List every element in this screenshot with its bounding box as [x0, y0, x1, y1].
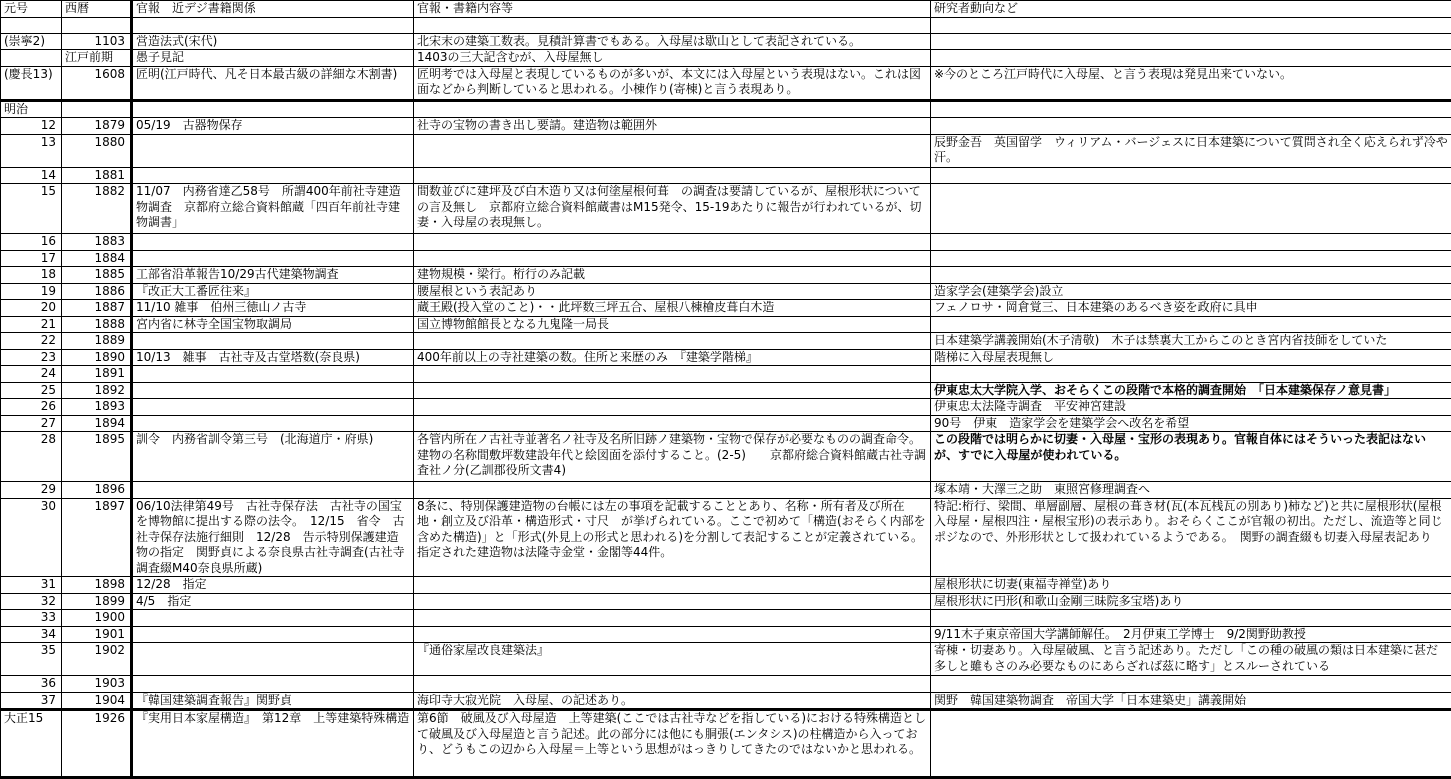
table-cell: 1900: [62, 610, 132, 627]
table-cell: 1879: [62, 118, 132, 135]
header-row: [1, 1, 1451, 18]
table-cell: 17: [1, 250, 62, 267]
col-header-content: 官報・書籍内容等: [414, 1, 931, 18]
table-cell: 1897: [62, 498, 132, 577]
table-cell: 1893: [62, 399, 132, 416]
table-cell: [414, 399, 931, 416]
table-row: [1, 300, 1451, 317]
table-row: [1, 17, 1451, 33]
table-cell: [931, 234, 1451, 251]
table-cell: [931, 118, 1451, 135]
table-cell: [1, 17, 62, 33]
col-header-gazette: 官報 近デジ書籍関係: [132, 1, 414, 18]
table-cell: 25: [1, 382, 62, 399]
table-cell: 訓令 内務省訓令第三号 (北海道庁・府県): [132, 432, 414, 482]
table-cell: 1892: [62, 382, 132, 399]
table-row: [1, 33, 1451, 50]
table-cell: [414, 134, 931, 167]
col-header-year: 西暦: [62, 1, 132, 18]
table-cell: 400年前以上の寺社建築の数。住所と来歴のみ 『建築学階梯』: [414, 349, 931, 366]
table-cell: 間数並びに建坪及び白木造り又は何塗屋根何葺 の調査は要請しているが、屋根形状についての言及無し 京都府立総合資料館蔵書はM15発令、15-19あたりに報告が行われているが、切妻・入母屋の表現無し。: [414, 184, 931, 234]
table-cell: 20: [1, 300, 62, 317]
table-cell: [132, 366, 414, 383]
table-cell: [62, 100, 132, 118]
table-cell: 匠明考では入母屋と表現しているものが多いが、本文には入母屋という表現はない。これは図面などから判断していると思われる。小棟作り(寄棟)と言う表現あり。: [414, 66, 931, 100]
table-cell: 1884: [62, 250, 132, 267]
table-cell: 関野 韓国建築物調査 帝国大学「日本建築史」講義開始: [931, 692, 1451, 710]
table-cell: [931, 167, 1451, 184]
table-cell: 16: [1, 234, 62, 251]
table-cell: ※今のところ江戸時代に入母屋、と言う表現は発見出来ていない。: [931, 66, 1451, 100]
table-cell: 塚本靖・大澤三之助 東照宮修理調査へ: [931, 482, 1451, 499]
table-cell: [132, 399, 414, 416]
table-cell: 12/28 指定: [132, 577, 414, 594]
table-cell: [132, 234, 414, 251]
table-cell: 29: [1, 482, 62, 499]
table-row: [1, 100, 1451, 118]
table-cell: 1898: [62, 577, 132, 594]
table-cell: 特記:桁行、梁間、単層副層、屋根の葺き材(瓦(本瓦桟瓦の別あり)柿など)と共に屋根形状(屋根入母屋・屋根四注・屋根宝形)の表示あり。おそらくここが官報の初出。ただし、流造等と同じポジなので、外形形状として扱われているようである。 関野の調査綴も切妻入母屋表記あり: [931, 498, 1451, 577]
table-cell: [132, 382, 414, 399]
table-cell: [132, 333, 414, 350]
table-cell: [414, 17, 931, 33]
table-cell: [132, 626, 414, 643]
table-cell: 26: [1, 399, 62, 416]
table-cell: [132, 250, 414, 267]
table-cell: 宮内省に林寺全国宝物取調局: [132, 316, 414, 333]
table-row: [1, 366, 1451, 383]
table-cell: [414, 482, 931, 499]
table-cell: 1887: [62, 300, 132, 317]
table-cell: 31: [1, 577, 62, 594]
table-cell: [931, 316, 1451, 333]
table-cell: 屋根形状に切妻(東福寺禅堂)あり: [931, 577, 1451, 594]
table-cell: 伊東忠太大学院入学、おそらくこの段階で本格的調査開始 「日本建築保存ノ意見書」: [931, 382, 1451, 399]
table-cell: 1894: [62, 415, 132, 432]
table-cell: [931, 100, 1451, 118]
table-cell: 1882: [62, 184, 132, 234]
table-row: [1, 250, 1451, 267]
table-row: [1, 482, 1451, 499]
table-row: [1, 432, 1451, 482]
table-cell: 江戸前期: [62, 50, 132, 67]
table-cell: 腰屋根という表記あり: [414, 283, 931, 300]
table-cell: 4/5 指定: [132, 593, 414, 610]
table-cell: 28: [1, 432, 62, 482]
table-cell: [414, 676, 931, 693]
table-cell: 造家学会(建築学会)設立: [931, 283, 1451, 300]
table-cell: 匠明(江戸時代、凡そ日本最古級の詳細な木割書): [132, 66, 414, 100]
table-cell: 日本建築学講義開始(木子清敬) 木子は禁裏大工からこのとき宮内省技師をしていた: [931, 333, 1451, 350]
table-row: [1, 399, 1451, 416]
table-cell: 37: [1, 692, 62, 710]
table-cell: [414, 415, 931, 432]
table-cell: [132, 415, 414, 432]
table-cell: 23: [1, 349, 62, 366]
table-cell: [414, 366, 931, 383]
table-cell: [931, 610, 1451, 627]
table-cell: 『実用日本家屋構造』 第12章 上等建築特殊構造: [132, 710, 414, 778]
table-cell: 18: [1, 267, 62, 284]
table-cell: 大正15: [1, 710, 62, 778]
table-cell: 11/10 雑事 伯州三徳山ノ古寺: [132, 300, 414, 317]
table-cell: [931, 50, 1451, 67]
table-cell: 1889: [62, 333, 132, 350]
table-cell: 屋根形状に円形(和歌山金剛三昧院多宝塔)あり: [931, 593, 1451, 610]
table-row: [1, 234, 1451, 251]
table-cell: 15: [1, 184, 62, 234]
table-cell: 1895: [62, 432, 132, 482]
table-cell: 21: [1, 316, 62, 333]
table-cell: フェノロサ・岡倉覚三、日本建築のあるべき姿を政府に具申: [931, 300, 1451, 317]
col-header-research: 研究者動向など: [931, 1, 1451, 18]
table-cell: 32: [1, 593, 62, 610]
table-cell: 1103: [62, 33, 132, 50]
table-cell: 06/10法律第49号 古社寺保存法 古社寺の国宝を博物館に提出する際の法令。 12/15 省令 古社寺保存法施行細則 12/28 告示特別保護建造物の指定 関野貞による奈良県古社寺調査(古社寺調査綴M40奈良県所蔵): [132, 498, 414, 577]
table-row: [1, 382, 1451, 399]
table-cell: [931, 676, 1451, 693]
table-row: [1, 283, 1451, 300]
table-row: [1, 134, 1451, 167]
table-cell: [414, 234, 931, 251]
table-cell: [414, 610, 931, 627]
table-cell: (崇寧2): [1, 33, 62, 50]
table-row: [1, 118, 1451, 135]
table-cell: 各管内所在ノ古社寺並著名ノ社寺及名所旧跡ノ建築物・宝物で保存が必要なものの調査命令。建物の名称間敷坪数建設年代と絵図面を添付すること。(2-5) 京都府総合資料館蔵古社寺調査社ノ分(乙訓郡役所文書4): [414, 432, 931, 482]
table-row: [1, 349, 1451, 366]
table-cell: [931, 250, 1451, 267]
table-cell: 1883: [62, 234, 132, 251]
table-cell: 11/07 内務省達乙58号 所謂400年前社寺建造物調査 京都府立総合資料館蔵「四百年前社寺建物調書」: [132, 184, 414, 234]
table-row: [1, 50, 1451, 67]
table-row: [1, 676, 1451, 693]
table-cell: [931, 366, 1451, 383]
table-cell: [931, 17, 1451, 33]
table-row: [1, 267, 1451, 284]
table-row: [1, 593, 1451, 610]
table-cell: 24: [1, 366, 62, 383]
table-cell: 1886: [62, 283, 132, 300]
table-cell: [132, 610, 414, 627]
table-cell: [414, 100, 931, 118]
table-cell: 1403の三大記含むが、入母屋無し: [414, 50, 931, 67]
timeline-body: [1, 17, 1451, 778]
table-cell: [931, 184, 1451, 234]
table-cell: 建物規模・梁行。桁行のみ記載: [414, 267, 931, 284]
table-cell: 伊東忠太法隆寺調査 平安神宮建設: [931, 399, 1451, 416]
table-cell: [132, 167, 414, 184]
table-row: [1, 333, 1451, 350]
table-row: [1, 610, 1451, 627]
table-cell: 1904: [62, 692, 132, 710]
table-cell: 1926: [62, 710, 132, 778]
table-cell: [414, 250, 931, 267]
table-cell: 1880: [62, 134, 132, 167]
table-cell: [414, 593, 931, 610]
table-cell: 35: [1, 643, 62, 676]
table-cell: [1, 50, 62, 67]
table-row: [1, 710, 1451, 778]
table-cell: 営造法式(宋代): [132, 33, 414, 50]
table-cell: 階梯に入母屋表現無し: [931, 349, 1451, 366]
table-cell: 30: [1, 498, 62, 577]
table-cell: 34: [1, 626, 62, 643]
table-row: [1, 577, 1451, 594]
table-cell: 33: [1, 610, 62, 627]
table-cell: 13: [1, 134, 62, 167]
table-row: [1, 692, 1451, 710]
table-cell: 寄棟・切妻あり。入母屋破風、と言う記述あり。ただし「この種の破風の類は日本建築に甚だ多しと雖もさのみ必要なものにあらざれば茲に略す」とスルーされている: [931, 643, 1451, 676]
table-row: [1, 316, 1451, 333]
table-cell: [132, 643, 414, 676]
table-cell: [62, 17, 132, 33]
table-cell: 国立博物館館長となる九鬼隆一局長: [414, 316, 931, 333]
table-cell: 蔵王殿(投入堂のこと)・・此坪数三坪五合、屋根八棟檜皮葺白木造: [414, 300, 931, 317]
table-cell: 1896: [62, 482, 132, 499]
table-row: [1, 498, 1451, 577]
table-cell: 『通俗家屋改良建築法』: [414, 643, 931, 676]
table-cell: 1899: [62, 593, 132, 610]
table-cell: 05/19 古器物保存: [132, 118, 414, 135]
table-row: [1, 66, 1451, 100]
table-cell: 9/11木子東京帝国大学講師解任。 2月伊東工学博士 9/2関野助教授: [931, 626, 1451, 643]
table-cell: 10/13 雑事 古社寺及古堂塔数(奈良県): [132, 349, 414, 366]
table-cell: 海印寺大寂光院 入母屋、の記述あり。: [414, 692, 931, 710]
table-cell: 1891: [62, 366, 132, 383]
table-cell: [132, 482, 414, 499]
table-cell: [132, 676, 414, 693]
table-cell: 19: [1, 283, 62, 300]
table-cell: 27: [1, 415, 62, 432]
table-cell: 『韓国建築調査報告』関野貞: [132, 692, 414, 710]
table-cell: 22: [1, 333, 62, 350]
table-cell: 36: [1, 676, 62, 693]
table-cell: [414, 333, 931, 350]
table-cell: この段階では明らかに切妻・入母屋・宝形の表現あり。官報自体にはそういった表記はないが、すでに入母屋が使われている。: [931, 432, 1451, 482]
table-cell: 1608: [62, 66, 132, 100]
table-cell: [132, 134, 414, 167]
table-cell: 14: [1, 167, 62, 184]
table-cell: [414, 577, 931, 594]
table-cell: 1885: [62, 267, 132, 284]
table-cell: 1901: [62, 626, 132, 643]
table-cell: [931, 33, 1451, 50]
table-row: [1, 167, 1451, 184]
table-cell: [414, 382, 931, 399]
table-cell: 愚子見記: [132, 50, 414, 67]
table-cell: (慶長13): [1, 66, 62, 100]
table-cell: 工部省沿革報告10/29古代建築物調査: [132, 267, 414, 284]
table-cell: 1888: [62, 316, 132, 333]
table-cell: [931, 267, 1451, 284]
table-cell: 明治: [1, 100, 62, 118]
table-row: [1, 643, 1451, 676]
table-row: [1, 415, 1451, 432]
table-cell: 第6節 破風及び入母屋造 上等建築(ここでは古社寺などを指している)における特殊構造として破風及び入母屋造と言う記述。此の部分には他にも胴張(エンタシス)の柱構造から入っており、どうもこの辺から入母屋＝上等という思想がはっきりしてきたのではないかと思われる。: [414, 710, 931, 778]
table-cell: 90号 伊東 造家学会を建築学会へ改名を希望: [931, 415, 1451, 432]
table-cell: 辰野金吾 英国留学 ウィリアム・バージェスに日本建築について質問され全く応えられず冷や汗。: [931, 134, 1451, 167]
table-cell: 8条に、特別保護建造物の台帳には左の事項を記載することとあり、名称・所有者及び所在地・創立及び沿革・構造形式・寸尺 が挙げられている。ここで初めて「構造(おそらく内部を含めた構造)」と「形式(外見上の形式と思われる)を分割して表記することが定義されている。指定された建造物は法隆寺金堂・金閣等44件。: [414, 498, 931, 577]
table-cell: [132, 100, 414, 118]
table-cell: 1881: [62, 167, 132, 184]
table-cell: 北宋末の建築工数表。見積計算書でもある。入母屋は歇山として表記されている。: [414, 33, 931, 50]
table-cell: 1903: [62, 676, 132, 693]
table-cell: [132, 17, 414, 33]
table-cell: [931, 710, 1451, 778]
table-row: [1, 184, 1451, 234]
table-cell: [414, 626, 931, 643]
table-cell: 1902: [62, 643, 132, 676]
col-header-era: 元号: [1, 1, 62, 18]
table-cell: 1890: [62, 349, 132, 366]
table-cell: 『改正大工番匠往来』: [132, 283, 414, 300]
table-cell: [414, 167, 931, 184]
table-row: [1, 626, 1451, 643]
table-cell: 12: [1, 118, 62, 135]
table-cell: 社寺の宝物の書き出し要請。建造物は範囲外: [414, 118, 931, 135]
